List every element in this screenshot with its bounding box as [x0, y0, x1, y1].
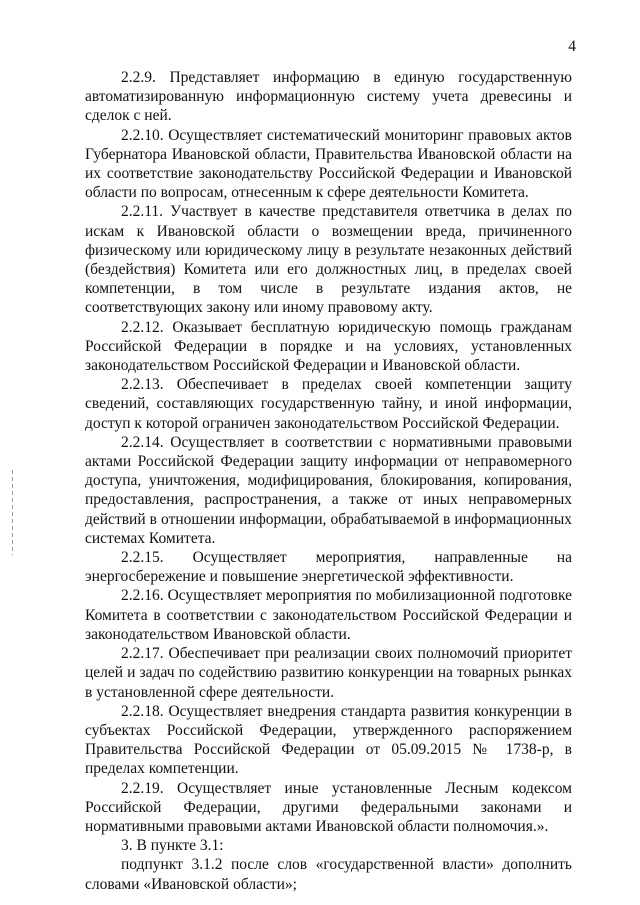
page-number: 4 [568, 38, 576, 55]
paragraph-2-2-16: 2.2.16. Осуществляет мероприятия по мобилизационной подготовке Комитета в соответствии с законодательством Российской Федерации и законодательством Ивановской области. [85, 587, 572, 643]
paragraph-item-3: 3. В пункте 3.1: [121, 837, 224, 855]
scan-margin-mark [12, 470, 13, 555]
paragraph-2-2-14: 2.2.14. Осуществляет в соответствии с нормативными правовыми актами Российской Федерации защиту информации от неправомерного доступа, уничтожения, модифицирования, блокирования, копирования, предоставления, распространения, а также от иных неправомерных действий в отношении информации, обрабатываемой в информационных системах Комитета. [85, 433, 572, 547]
paragraph-2-2-17: 2.2.17. Обеспечивает при реализации своих полномочий приоритет целей и задач по содействию развитию конкуренции на товарных рынках в установленной сфере деятельности. [85, 645, 572, 701]
paragraph-2-2-15: 2.2.15. Осуществляет мероприятия, направленные на энергосбережение и повышение энергетической эффективности. [85, 549, 572, 586]
paragraph-2-2-18: 2.2.18. Осуществляет внедрения стандарта развития конкуренции в субъектах Российской Федерации, утвержденного распоряжением Правительства Российской Федерации от 05.09.2015 № 1738-р, в пределах компетенции. [85, 702, 572, 778]
paragraph-2-2-11: 2.2.11. Участвует в качестве представителя ответчика в делах по искам к Ивановской области о возмещении вреда, причиненного физическому или юридическому лицу в результате незаконных действий (бездействия) Комитета или его должностных лиц, в пределах своей компетенции, в том числе в результате издания актов, не соответствующих закону или иному правовому акту. [85, 203, 572, 317]
paragraph-2-2-9: 2.2.9. Представляет информацию в единую государственную автоматизированную информационную систему учета древесины и сделок с ней. [85, 69, 572, 125]
paragraph-2-2-10: 2.2.10. Осуществляет систематический мониторинг правовых актов Губернатора Ивановской области, Правительства Ивановской области на их соответствие законодательству Российской Федерации и Ивановской области по вопросам, отнесенным к сфере деятельности Комитета. [85, 126, 572, 202]
paragraph-2-2-13: 2.2.13. Обеспечивает в пределах своей компетенции защиту сведений, составляющих государственную тайну, и иной информации, доступ к которой ограничен законодательством Российской Федерации. [85, 376, 572, 432]
document-body [85, 68, 572, 894]
paragraph-2-2-12: 2.2.12. Оказывает бесплатную юридическую помощь гражданам Российской Федерации в порядке и на условиях, установленных законодательством Российской Федерации и Ивановской области. [85, 318, 572, 375]
paragraph-2-2-19: 2.2.19. Осуществляет иные установленные Лесным кодексом Российской Федерации, другими федеральными законами и нормативными правовыми актами Ивановской области полномочия.». [85, 779, 572, 835]
paragraph-subitem-3-1-2: подпункт 3.1.2 после слов «государственной власти» дополнить словами «Ивановской области»; [85, 856, 572, 893]
